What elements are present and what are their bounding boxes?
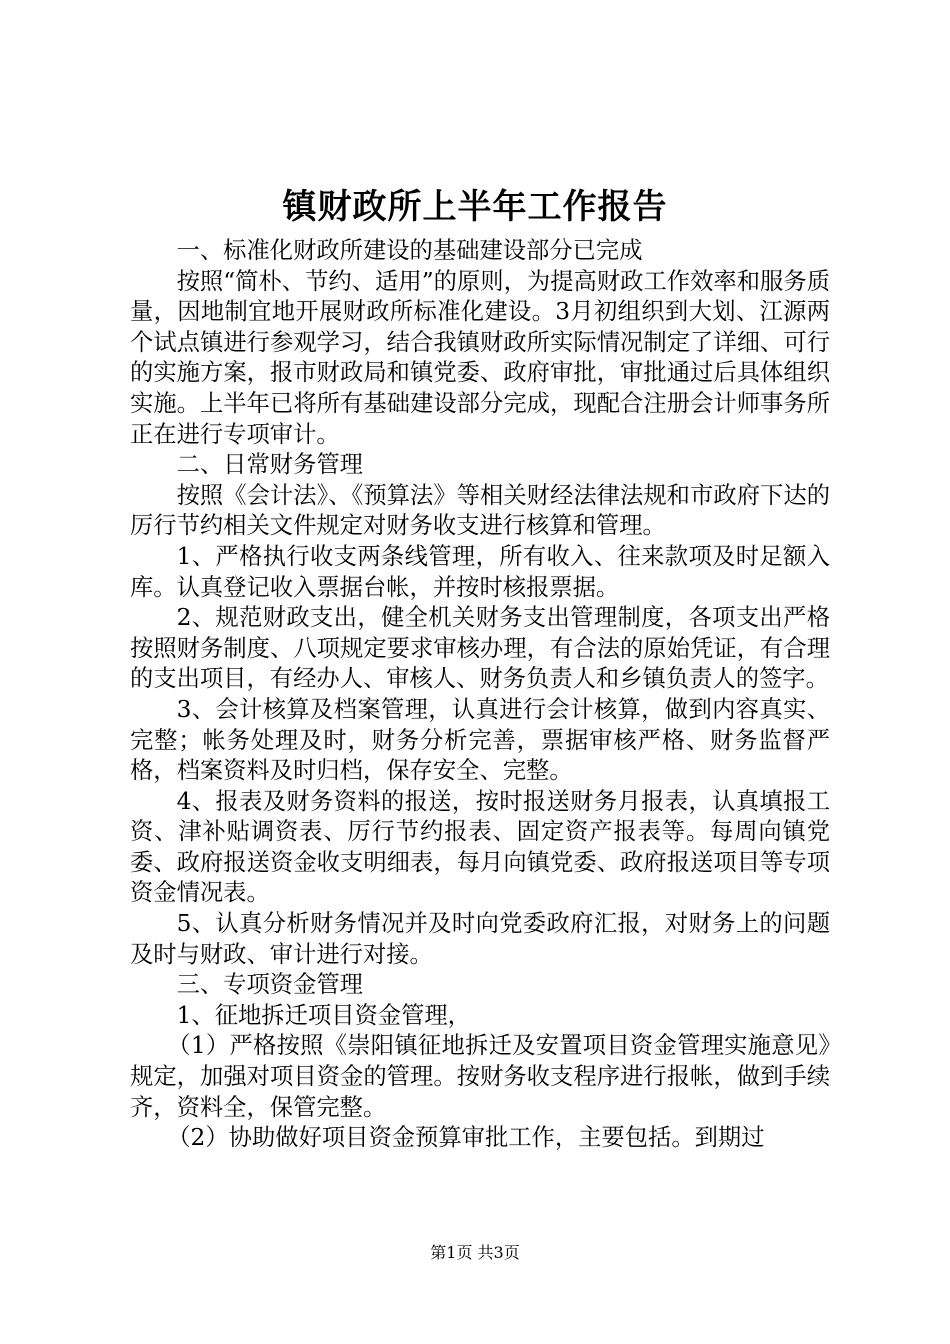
paragraph: 按照《会计法》、《预算法》等相关财经法律法规和市政府下达的厉行节约相关文件规定对财务收支进行核算和管理。: [130, 481, 830, 540]
document-body: [130, 236, 830, 1154]
document-title: 镇财政所上半年工作报告: [282, 187, 668, 227]
list-item: 1、征地拆迁项目资金管理，: [176, 1001, 471, 1029]
page-footer: 第1页 共3页: [430, 1243, 520, 1262]
section-heading-1: 一、标准化财政所建设的基础建设部分已完成: [176, 237, 643, 264]
list-item: 5、认真分析财务情况并及时向党委政府汇报，对财务上的问题及时与财政、审计进行对接。: [130, 910, 830, 968]
list-item: 1、严格执行收支两条线管理，所有收入、往来款项及时足额入库。认真登记收入票据台帐，并按时核报票据。: [130, 542, 830, 601]
section-heading-2: 二、日常财务管理: [176, 451, 363, 479]
paragraph: 按照“简朴、节约、适用”的原则，为提高财政工作效率和服务质量，因地制宜地开展财政所标准化建设。3月初组织到大划、江源两个试点镇进行参观学习，结合我镇财政所实际情况制定了详细、可行的实施方案，报市财政局和镇党委、政府审批，审批通过后具体组织实施。上半年已将所有基础建设部分完成，现配合注册会计师事务所正在进行专项审计。: [130, 267, 830, 448]
list-item: 3、会计核算及档案管理，认真进行会计核算，做到内容真实、完整；帐务处理及时，财务分析完善，票据审核严格、财务监督严格，档案资料及时归档，保存安全、完整。: [130, 695, 830, 785]
section-heading-3: 三、专项资金管理: [176, 971, 363, 999]
list-item: 2、规范财政支出，健全机关财务支出管理制度，各项支出严格按照财务制度、八项规定要求审核办理，有合法的原始凭证，有合理的支出项目，有经办人、审核人、财务负责人和乡镇负责人的签字。: [130, 604, 830, 693]
list-item: 4、报表及财务资料的报送，按时报送财务月报表，认真填报工资、津补贴调资表、厉行节约报表、固定资产报表等。每周向镇党委、政府报送资金收支明细表，每月向镇党委、政府报送项目等专项资金情况表。: [130, 787, 830, 907]
sub-list-item: （1）严格按照《崇阳镇征地拆迁及安置项目资金管理实施意见》规定，加强对项目资金的管理。按财务收支程序进行报帐，做到手续齐，资料全，保管完整。: [130, 1032, 830, 1121]
sub-list-item: （2）协助做好项目资金预算审批工作，主要包括。到期过: [167, 1124, 765, 1152]
